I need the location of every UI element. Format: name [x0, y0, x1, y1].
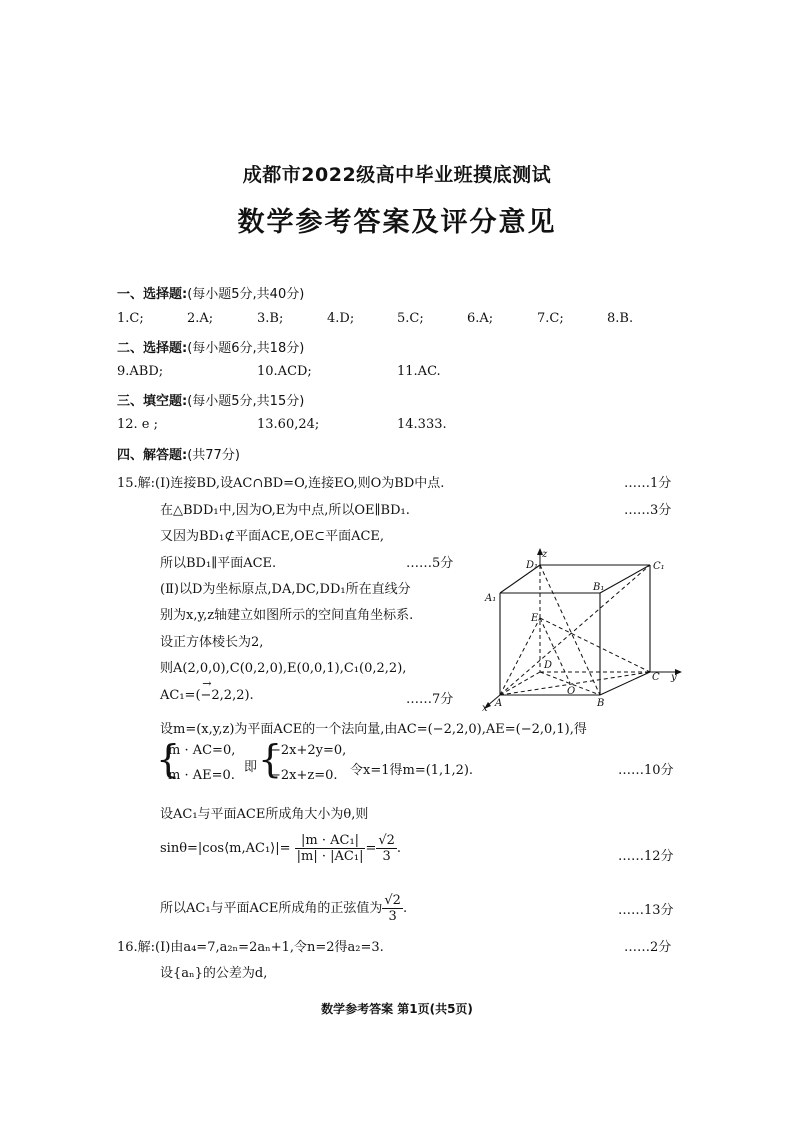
mc-answer-1: 1.C; — [117, 311, 144, 326]
system-1-eq-a: m · AC=0, — [168, 743, 236, 758]
section-3-heading: 三、填空题: — [117, 394, 188, 409]
section-2-heading: 二、选择题: — [117, 341, 188, 356]
q15-line-10: 设m=(x,y,z)为平面ACE的一个法向量,由AC=(−2,2,0),AE=(−2,0,1),得 — [160, 722, 587, 737]
label-e: E — [531, 613, 539, 624]
label-o: O — [567, 686, 576, 697]
sin-theta-formula — [160, 833, 401, 864]
section-2-header — [117, 337, 304, 356]
multi-answer-9: 9.ABD; — [117, 364, 164, 379]
q15-points-9: ……7分 — [406, 692, 454, 707]
label-a1: A₁ — [485, 593, 497, 604]
q15-points-11: ……10分 — [618, 763, 674, 778]
q15-points-1: ……1分 — [624, 476, 672, 491]
line-e-c — [540, 618, 650, 672]
mc-answer-3: 3.B; — [257, 311, 284, 326]
q15-line-6: 别为x,y,z轴建立如图所示的空间直角坐标系. — [160, 608, 414, 623]
q15-line-2: 在△BDD₁中,因为O,E为中点,所以OE∥BD₁. — [160, 503, 410, 518]
fraction-final — [382, 893, 403, 924]
page-footer: 数学参考答案 第1页(共5页) — [321, 1002, 473, 1016]
q15-line-4: 所以BD₁∥平面ACE. — [160, 556, 277, 571]
vector-ac1: → AC₁=(−2,2,2). — [160, 688, 254, 703]
fraction-result-numerator: √2 — [378, 833, 395, 848]
section-1-heading: 一、选择题: — [117, 287, 188, 302]
mc-answer-5: 5.C; — [397, 311, 424, 326]
fill-answer-14: 14.333. — [397, 417, 447, 432]
fraction-cosine-denominator: |m| · |AC₁| — [296, 849, 364, 864]
multi-answer-10: 10.ACD; — [257, 364, 312, 379]
q15-line-14-text: 所以AC₁与平面ACE所成角的正弦值为 — [160, 901, 383, 916]
mc-answer-7: 7.C; — [537, 311, 564, 326]
exam-title: 成都市2022级高中毕业班摸底测试 — [242, 164, 552, 186]
label-b1: B₁ — [593, 582, 605, 593]
system-2-eq-a: −2x+2y=0, — [270, 743, 347, 758]
cube-coordinate-figure — [482, 548, 686, 712]
mc-answer-6: 6.A; — [467, 311, 494, 326]
system-1-eq-b: m · AE=0. — [168, 768, 235, 783]
q15-line-12: 设AC₁与平面ACE所成角大小为θ,则 — [160, 807, 369, 822]
q15-line-9 — [160, 688, 254, 703]
q15-line-8: 则A(2,0,0),C(0,2,0),E(0,0,1),C₁(0,2,2), — [160, 661, 407, 676]
q16-line-2: 设{aₙ}的公差为d, — [160, 966, 268, 981]
edge-d-a — [500, 672, 540, 695]
period: . — [396, 841, 402, 856]
fraction-final-denominator: 3 — [388, 909, 397, 924]
fraction-final-numerator: √2 — [384, 893, 401, 908]
q15-line-7: 设正方体棱长为2, — [160, 635, 264, 650]
label-x: x — [482, 703, 488, 712]
q16-line-1: 16.解:(Ⅰ)由a₄=7,a₂ₙ=2aₙ+1,令n=2得a₂=3. — [117, 940, 384, 955]
label-z: z — [542, 549, 548, 560]
answer-key-title: 数学参考答案及评分意见 — [237, 207, 557, 238]
period-final: . — [402, 901, 408, 916]
section-1-header — [117, 283, 304, 302]
q16-points-1: ……2分 — [624, 940, 672, 955]
fill-answer-12: 12. e ; — [117, 417, 159, 432]
q15-line-1: 15.解:(Ⅰ)连接BD,设AC∩BD=O,连接EO,则O为BD中点. — [117, 476, 445, 491]
section-4-heading: 四、解答题: — [117, 448, 188, 463]
q15-line-3: 又因为BD₁⊄平面ACE,OE⊂平面ACE, — [160, 529, 385, 544]
system-2-eq-b: −2x+z=0. — [270, 768, 338, 783]
q15-points-14: ……13分 — [618, 903, 674, 918]
normal-vector-result: 令x=1得m=(1,1,2). — [350, 763, 474, 778]
section-1-note: (每小题5分,共40分) — [187, 287, 305, 302]
label-y: y — [671, 672, 677, 683]
fraction-cosine — [295, 833, 366, 864]
label-d1: D₁ — [526, 560, 539, 571]
edge-c1-b1 — [600, 565, 650, 593]
q15-line-14 — [160, 893, 407, 924]
label-a: A — [495, 698, 503, 709]
mc-answer-4: 4.D; — [327, 311, 355, 326]
label-c: C — [652, 672, 660, 683]
line-e-o — [540, 618, 570, 683]
brace-left-2: { — [258, 737, 283, 781]
equals-sign: = — [365, 841, 377, 856]
section-2-note: (每小题6分,共18分) — [187, 341, 305, 356]
q15-points-4: ……5分 — [406, 556, 454, 571]
mc-answer-2: 2.A; — [187, 311, 214, 326]
ji-word: 即 — [244, 760, 258, 775]
fill-answer-13: 13.60,24; — [257, 417, 320, 432]
section-3-note: (每小题5分,共15分) — [187, 394, 305, 409]
multi-answer-11: 11.AC. — [397, 364, 441, 379]
mc-answer-8: 8.B. — [607, 311, 634, 326]
sin-lhs: sinθ=|cos⟨m,AC₁⟩|= — [160, 841, 291, 856]
fraction-cosine-numerator: |m · AC₁| — [295, 833, 366, 849]
q15-points-12: ……12分 — [618, 849, 674, 864]
section-4-note: (共77分) — [187, 448, 240, 463]
label-d: D — [544, 660, 553, 671]
fraction-result-denominator: 3 — [382, 849, 391, 864]
q15-points-2: ……3分 — [624, 503, 672, 518]
fraction-result — [376, 833, 397, 864]
brace-left-1: { — [156, 737, 181, 781]
label-b: B — [597, 698, 605, 709]
q15-line-5: (Ⅱ)以D为坐标原点,DA,DC,DD₁所在直线分 — [160, 582, 411, 597]
label-c1: C₁ — [653, 561, 665, 572]
section-3-header — [117, 390, 304, 409]
section-4-header — [117, 444, 240, 463]
